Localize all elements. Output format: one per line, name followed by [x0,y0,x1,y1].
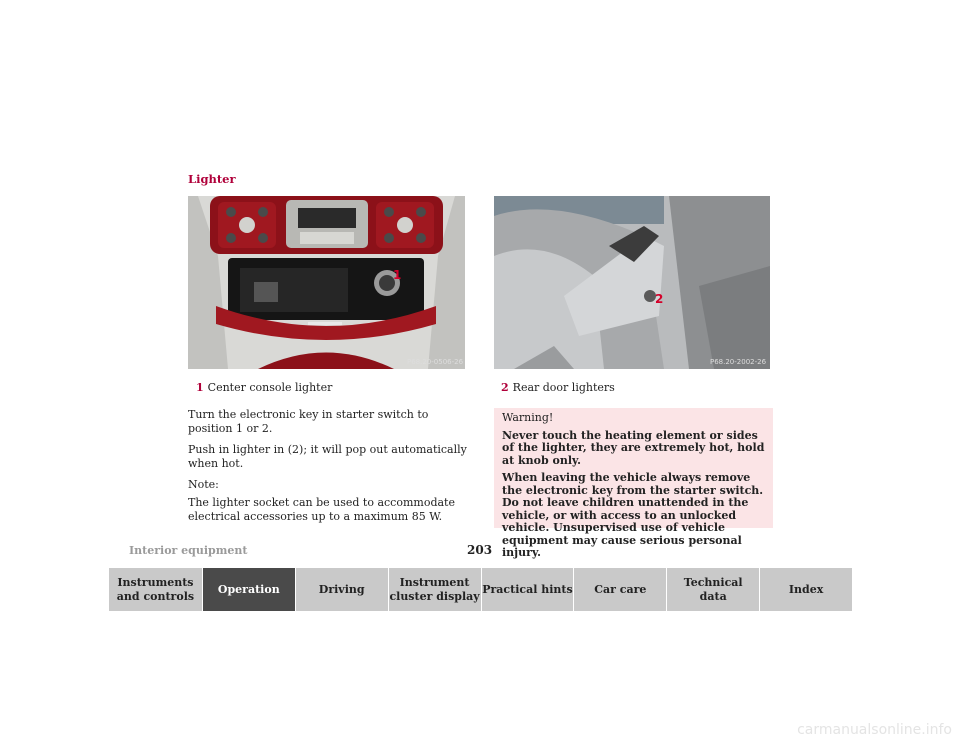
section-heading: Lighter [188,172,236,186]
tab-label: Instruments and controls [116,575,195,603]
instruction-paragraph: Turn the electronic key in starter switch to position 1 or 2. [188,408,429,435]
tab-operation[interactable] [202,568,295,611]
tab-label: Index [788,582,824,596]
tab-car-care[interactable] [573,568,666,611]
instruction-paragraph: Push in lighter in (2); it will pop out automatically when hot. [188,443,467,470]
tab-label: Practical hints [482,582,573,596]
instructions [188,408,473,531]
caption-text: Center console lighter [207,381,333,394]
tab-label: Car care [594,582,647,596]
figure-rear-door [494,196,770,369]
caption-rear-door [501,381,615,394]
page-number: 203 [467,543,493,557]
tab-index[interactable] [759,568,852,611]
figure-center-console [188,196,465,369]
tab-label: Technical data [683,575,743,603]
note-text: The lighter socket can be used to accommodate electrical accessories up to a maximum 85 W. [188,496,455,523]
figure-code: P68.20-2002-26 [710,358,767,366]
note-label: Note: [188,478,219,491]
tab-driving[interactable] [295,568,388,611]
warning-box [494,408,773,559]
watermark: carmanualsonline.info [797,722,952,738]
warning-title: Warning! [502,411,554,424]
warning-paragraph: When leaving the vehicle always remove the electronic key from the starter switch. Do not leave children unattended in the vehicle, or with access to an unlocked vehicle. Unsupervised use of vehicle equipment may cause serious personal injury. [502,471,764,559]
caption-center-console [196,381,332,394]
callout-2: 2 [655,292,664,306]
rear-door-illustration [494,196,770,369]
caption-number: 1 [196,381,204,394]
tab-label: Operation [217,582,280,596]
caption-number: 2 [501,381,509,394]
tab-label: Driving [318,582,365,596]
tab-label: Instrument cluster display [389,575,480,603]
figure-code: P68.20-0506-26 [407,358,464,366]
tab-instrument-cluster-display[interactable] [388,568,481,611]
tab-practical-hints[interactable] [481,568,574,611]
tab-technical-data[interactable] [666,568,759,611]
warning-paragraph: Never touch the heating element or sides of the lighter, they are extremely hot, hold at knob only. [502,428,765,467]
chapter-nav [109,568,852,611]
caption-text: Rear door lighters [512,381,615,394]
callout-1: 1 [393,268,402,282]
footer-section-title: Interior equipment [129,544,248,557]
tab-instruments-and-controls[interactable] [109,568,202,611]
center-console-illustration [188,196,465,369]
